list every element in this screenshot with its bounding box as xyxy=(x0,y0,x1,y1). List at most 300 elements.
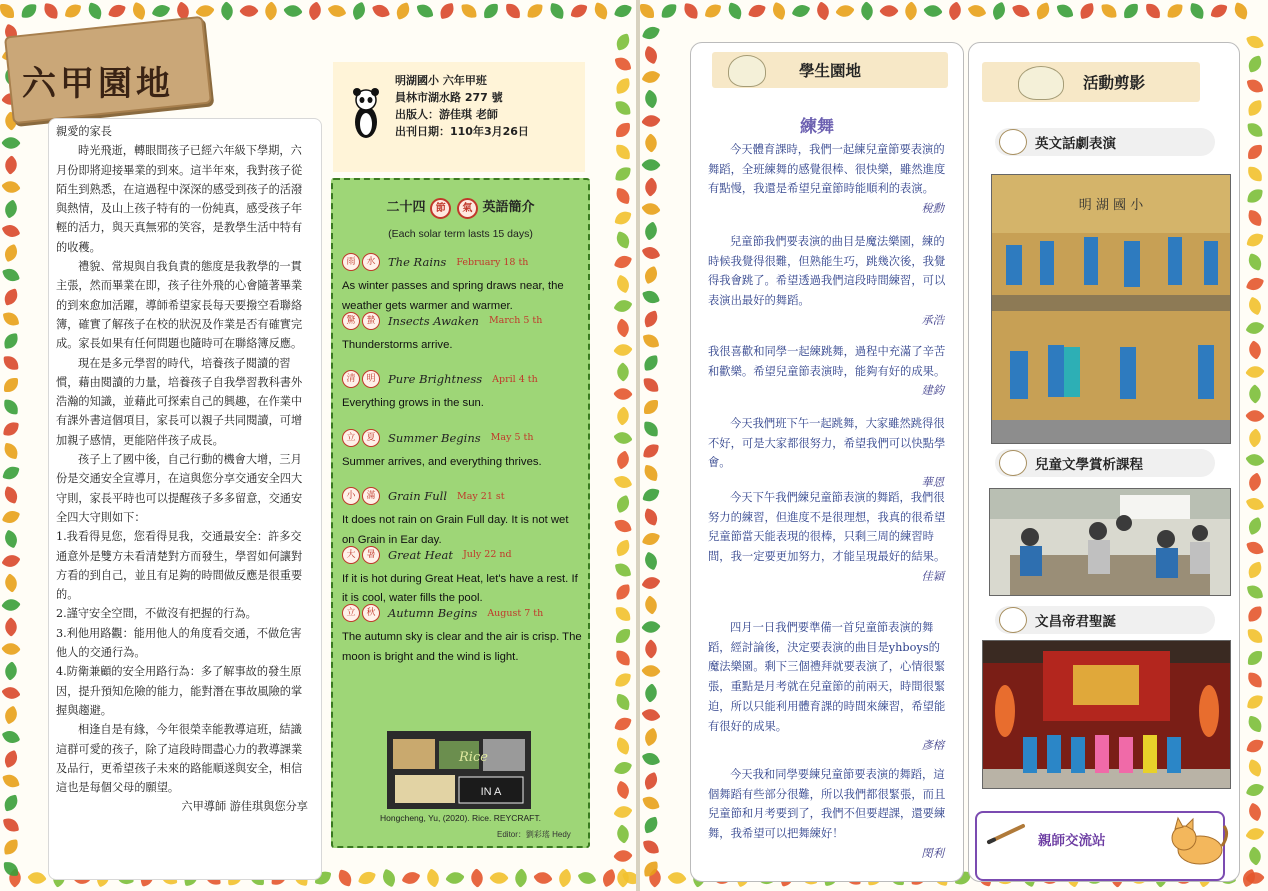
leaf-decoration xyxy=(2,750,20,768)
leaf-decoration xyxy=(467,868,487,888)
leaf-decoration xyxy=(1246,561,1263,578)
leaf-decoration xyxy=(641,661,661,681)
school-sign: 明 湖 國 小 xyxy=(1078,198,1144,213)
leaf-decoration xyxy=(22,4,37,19)
seal-stamp: 氣 xyxy=(457,198,478,219)
term-badge: 水 xyxy=(362,253,380,271)
entry-signature: 建鈞 xyxy=(921,384,944,398)
solar-terms-title xyxy=(333,196,588,219)
exchange-title: 親師交流站 xyxy=(1038,833,1106,849)
leaf-decoration xyxy=(990,2,1009,21)
leaf-decoration xyxy=(642,266,660,284)
leaf-decoration xyxy=(615,672,631,688)
leaf-decoration xyxy=(417,3,434,20)
leaf-decoration xyxy=(616,607,631,622)
leaf-decoration xyxy=(1232,2,1250,20)
leaf-decoration xyxy=(641,683,661,703)
term-badge: 立 xyxy=(342,429,360,447)
student-entry xyxy=(708,140,948,219)
leaf-decoration xyxy=(641,177,661,197)
entry-text: 兒童節我們要表演的曲目是魔法樂園，練的時候我覺得很難，但熟能生巧，跳幾次後，我覺得我會跳了。希望透過我們這段時間練習，可以表演出最好的舞蹈。 xyxy=(708,235,946,308)
solar-term-heading xyxy=(342,545,512,565)
entry-signature: 閔利 xyxy=(921,846,944,860)
solar-term-heading xyxy=(342,252,528,272)
subheading-english-drama xyxy=(995,128,1215,156)
leaf-decoration xyxy=(923,1,943,21)
leaf-decoration xyxy=(879,1,899,21)
leaf-decoration xyxy=(27,868,47,888)
solar-terms-subtitle: (Each solar term lasts 15 days) xyxy=(388,228,533,240)
leaf-decoration xyxy=(614,715,631,732)
leaf-decoration xyxy=(1246,275,1264,293)
leaf-decoration xyxy=(748,2,766,20)
leaf-decoration xyxy=(1245,384,1265,404)
masthead-publisher: 出版人：游佳琪 老師 xyxy=(395,108,498,121)
leaf-decoration xyxy=(614,517,632,535)
leaf-decoration xyxy=(614,737,632,755)
masthead-date: 出刊日期：110年3月26日 xyxy=(395,125,529,138)
leaf-decoration xyxy=(3,421,19,437)
leaf-decoration xyxy=(615,650,630,665)
leaf-decoration xyxy=(615,188,631,204)
leaf-decoration xyxy=(1034,2,1052,20)
leaf-decoration xyxy=(616,123,630,137)
term-date: February 18 th xyxy=(456,256,529,268)
leaf-decoration xyxy=(1248,651,1262,665)
leaf-decoration xyxy=(1247,78,1264,95)
leaf-decoration xyxy=(4,862,18,876)
leaf-decoration xyxy=(1247,672,1262,687)
leaf-decoration xyxy=(484,4,498,18)
leaf-decoration xyxy=(439,3,455,19)
leaf-decoration xyxy=(3,333,19,349)
mascot-icon xyxy=(728,55,766,87)
leaf-decoration xyxy=(614,539,631,556)
entry-signature: 佳穎 xyxy=(921,569,944,583)
leaf-decoration xyxy=(1247,606,1263,622)
leaf-decoration xyxy=(1246,55,1263,72)
leaf-decoration xyxy=(1246,759,1264,777)
leaf-decoration xyxy=(662,4,677,19)
leaf-decoration xyxy=(613,824,633,844)
leaf-decoration xyxy=(511,868,531,888)
leaf-decoration xyxy=(1248,167,1263,182)
leaf-decoration xyxy=(1245,428,1265,448)
leaf-decoration xyxy=(2,288,19,305)
letter-salutation: 親愛的家長 xyxy=(56,125,112,138)
student-header-label: 學生園地 xyxy=(798,62,861,80)
leaf-decoration xyxy=(901,1,921,21)
term-name: Insects Awaken xyxy=(388,313,479,328)
leaf-decoration xyxy=(616,629,630,643)
leaf-decoration xyxy=(1245,406,1265,426)
leaf-decoration xyxy=(1057,3,1074,20)
leaf-decoration xyxy=(641,727,660,746)
leaf-decoration xyxy=(1245,318,1264,337)
leaf-decoration xyxy=(641,705,660,724)
leaf-decoration xyxy=(613,318,632,337)
solar-term-heading xyxy=(342,486,505,506)
leaf-decoration xyxy=(642,288,660,306)
leaf-decoration xyxy=(945,1,964,20)
leaf-decoration xyxy=(641,199,661,219)
leaf-decoration xyxy=(1146,4,1160,18)
letter-paragraph: 孩子上了國中後，自己行動的機會大增，三月份是交通安全宣導月，在這與您分享交通安全四大守則，家長平時也可以提醒孩子多多留意，交通安全四大守則如下： xyxy=(56,453,303,524)
leaf-decoration xyxy=(1,551,20,570)
solar-term-heading xyxy=(342,428,533,448)
activity-header-label: 活動剪影 xyxy=(1082,74,1145,92)
leaf-decoration xyxy=(835,1,855,21)
term-name: Great Heat xyxy=(388,547,453,562)
title-part: 英語簡介 xyxy=(482,199,535,214)
leaf-decoration xyxy=(1248,145,1262,159)
leaf-decoration xyxy=(336,869,353,886)
leaf-decoration xyxy=(1246,517,1264,535)
term-badge: 大 xyxy=(342,546,360,564)
leaf-decoration xyxy=(2,244,20,262)
term-description: Summer arrives, and everything thrives. xyxy=(342,455,542,468)
leaf-decoration xyxy=(600,869,619,888)
leaf-decoration xyxy=(1124,4,1138,18)
leaf-decoration xyxy=(813,1,832,20)
leaf-decoration xyxy=(380,869,399,888)
seal-stamp: 節 xyxy=(430,198,451,219)
leaf-decoration xyxy=(1247,716,1264,733)
safety-rule: 4.防衛兼顧的安全用路行為：多了解事故的發生原因，提升預知危險的能力，能對潛在事故風險的掌握與趨避。 xyxy=(56,665,303,717)
leaf-decoration xyxy=(1246,231,1263,248)
leaf-decoration xyxy=(643,839,659,855)
leaf-decoration xyxy=(506,4,520,18)
leaf-decoration xyxy=(1245,362,1265,382)
term-description: If it is hot during Great Heat, let's have a rest. If it is cool, water fills the pool. xyxy=(342,572,578,604)
leaf-decoration xyxy=(130,2,148,20)
bear-icon xyxy=(999,129,1027,155)
subheading-label: 兒童文學賞析課程 xyxy=(1035,457,1143,473)
term-date: August 7 th xyxy=(487,607,544,619)
leaf-decoration xyxy=(615,78,631,94)
student-entry xyxy=(708,342,948,401)
leaf-decoration xyxy=(86,2,103,19)
leaf-decoration xyxy=(2,222,21,241)
leaf-decoration xyxy=(857,1,877,21)
leaf-decoration xyxy=(305,1,324,20)
leaf-decoration xyxy=(1245,802,1264,821)
leaf-decoration xyxy=(642,486,659,503)
entry-text: 今天我和同學要練兒童節要表演的舞蹈，這個舞蹈有些部分很難，所以我們都很緊張，而且兒童節和月考要到了，我們不但要趕課，還要練舞，我希望可以把舞練好！ xyxy=(708,768,946,841)
leaf-decoration xyxy=(4,356,19,371)
leaf-decoration xyxy=(614,209,631,226)
leaf-decoration xyxy=(2,530,21,549)
leaf-decoration xyxy=(642,24,660,42)
leaf-decoration xyxy=(614,33,631,50)
parent-letter xyxy=(56,122,308,817)
subheading-label: 文昌帝君聖誕 xyxy=(1035,614,1116,630)
leaf-decoration xyxy=(614,275,633,294)
term-badge: 雨 xyxy=(342,253,360,271)
svg-text:IN A: IN A xyxy=(480,786,502,798)
leaf-decoration xyxy=(1247,188,1263,204)
temple-photo xyxy=(982,640,1231,789)
letter-paragraph: 現在是多元學習的時代，培養孩子閱讀的習慣，藉由閱讀的力量，培養孩子自我學習教科書外浩瀚的知識，並藉此可探索自己的興趣，在作業中有課外書這個項目，家長可以親子共同閱讀，可增加親子感情，更能陪伴孩子成長。 xyxy=(56,356,303,447)
letter-paragraph: 時光飛逝，轉眼間孩子已經六年級下學期，六月份即將迎接畢業的到來。這半年來，我對孩子從陌生到熟悉，在這過程中深深的感受到孩子的活潑與熱情，及山上孩子特有的一份純真，感受孩子年輕的活力，與天真無邪的笑容，是教學生活中特有的收穫。 xyxy=(56,144,303,254)
entry-text: 我很喜歡和同學一起練跳舞，過程中充滿了辛苦和歡樂。希望兒童節表演時，能夠有好的成果。 xyxy=(708,345,946,378)
leaf-decoration xyxy=(613,450,632,469)
leaf-decoration xyxy=(555,868,574,887)
leaf-decoration xyxy=(1167,3,1182,18)
leaf-decoration xyxy=(1247,100,1263,116)
leaf-decoration xyxy=(461,3,476,18)
leaf-decoration xyxy=(43,3,59,19)
leaf-decoration xyxy=(1247,584,1263,600)
leaf-decoration xyxy=(1247,210,1263,226)
term-name: Grain Full xyxy=(388,489,448,503)
leaf-decoration xyxy=(1,595,21,615)
leaf-decoration xyxy=(1,705,20,724)
bear-icon xyxy=(999,607,1027,633)
entry-signature: 承浩 xyxy=(921,313,944,327)
leaf-decoration xyxy=(615,56,632,73)
leaf-decoration xyxy=(577,868,596,887)
leaf-decoration xyxy=(614,473,633,492)
leaf-decoration xyxy=(615,562,631,578)
leaf-decoration xyxy=(1246,33,1264,51)
term-description: Everything grows in the sun. xyxy=(342,397,484,409)
leaf-decoration xyxy=(644,422,659,437)
masthead-address: 員林市湖水路 277 號 xyxy=(395,91,503,104)
leaf-decoration xyxy=(613,780,632,799)
leaf-decoration xyxy=(571,3,588,20)
leaf-decoration xyxy=(667,868,687,888)
term-badge: 蟄 xyxy=(362,312,380,330)
term-date: May 5 th xyxy=(490,432,534,443)
leaf-decoration xyxy=(1,199,20,218)
leaf-decoration xyxy=(261,1,281,21)
leaf-decoration xyxy=(643,443,659,459)
leaf-decoration xyxy=(614,2,632,20)
leaf-decoration xyxy=(641,155,661,175)
leaf-decoration xyxy=(642,46,661,65)
leaf-decoration xyxy=(726,2,743,19)
leaf-decoration xyxy=(2,464,19,481)
leaf-decoration xyxy=(642,508,660,526)
leaf-decoration xyxy=(65,3,82,20)
leaf-decoration xyxy=(2,728,21,747)
leaf-decoration xyxy=(705,3,722,20)
leaf-decoration xyxy=(3,311,20,328)
leaf-decoration xyxy=(533,868,553,888)
leaf-decoration xyxy=(283,1,303,21)
term-badge: 清 xyxy=(342,370,360,388)
pencil-icon xyxy=(985,822,1029,846)
leaf-decoration xyxy=(3,795,20,812)
term-name: The Rains xyxy=(388,255,447,269)
bear-icon xyxy=(999,450,1027,476)
leaf-decoration xyxy=(1,573,21,593)
leaf-decoration xyxy=(613,296,632,315)
leaf-decoration xyxy=(1246,781,1265,800)
leaf-decoration xyxy=(644,400,658,414)
panda-icon xyxy=(346,88,386,140)
student-entry xyxy=(708,414,948,493)
entry-text: 今天下午我們練兒童節表演的舞蹈，我們很努力的練習，但進度不是很理想，我真的很希望兒童節當天能表現的很棒，只剩三周的練習時間，我一定要更加努力，才能呈現最好的結果。 xyxy=(708,491,946,564)
leaf-decoration xyxy=(152,2,171,21)
term-date: May 21 st xyxy=(457,490,505,502)
leaf-decoration xyxy=(642,310,659,327)
student-entry xyxy=(708,765,948,864)
leaf-decoration xyxy=(1,617,21,637)
letter-closing: 六甲導師 游佳琪與您分享 xyxy=(181,800,308,814)
subheading-label: 英文話劇表演 xyxy=(1035,136,1116,152)
leaf-decoration xyxy=(217,1,237,21)
leaf-decoration xyxy=(967,1,986,20)
leaf-decoration xyxy=(3,817,19,833)
leaf-decoration xyxy=(613,384,633,404)
entry-signature: 彥榕 xyxy=(921,739,944,753)
cat-icon xyxy=(1166,814,1230,870)
leaf-decoration xyxy=(423,868,442,887)
newsletter-title: 六甲園地 xyxy=(22,64,174,104)
leaf-decoration xyxy=(401,868,420,887)
leaf-decoration xyxy=(641,639,661,659)
leaf-decoration xyxy=(1,639,21,659)
entry-signature: 華恩 xyxy=(921,476,944,490)
leaf-decoration xyxy=(616,145,631,160)
leaf-decoration xyxy=(643,333,660,350)
leaf-decoration xyxy=(1247,122,1262,137)
term-name: Pure Brightness xyxy=(388,372,483,386)
safety-rule: 1.我看得見您，您看得見我，交通最安全：許多交通意外是雙方未看清楚對方而發生，學習如何讓對方看的到自己，並且有足夠的時間做反應是很重要的。 xyxy=(56,530,303,602)
leaf-decoration xyxy=(1,155,21,175)
leaf-decoration xyxy=(1079,3,1095,19)
entry-text: 今天體育課時，我們一起練兒童節要表演的舞蹈，全班練舞的感覺很棒、很快樂，雖然進度有點慢，我還是希望兒童節時能順利的表演。 xyxy=(708,143,946,196)
term-badge: 驚 xyxy=(342,312,360,330)
leaf-decoration xyxy=(641,89,660,108)
leaf-decoration xyxy=(1245,340,1264,359)
leaf-decoration xyxy=(613,802,632,821)
leaf-decoration xyxy=(527,3,542,18)
leaf-decoration xyxy=(614,495,632,513)
term-description: It does not rain on Grain Full day. It is not wet on Grain in Ear day. xyxy=(342,514,569,546)
leaf-decoration xyxy=(0,4,14,18)
leaf-decoration xyxy=(641,617,661,637)
leaf-decoration xyxy=(358,869,376,887)
svg-text:Rice: Rice xyxy=(459,750,488,765)
leaf-decoration xyxy=(549,3,565,19)
leaf-decoration xyxy=(445,868,465,888)
leaf-decoration xyxy=(641,111,661,131)
leaf-decoration xyxy=(613,428,632,447)
term-badge: 立 xyxy=(342,604,360,622)
leaf-decoration xyxy=(792,2,811,21)
student-entry xyxy=(708,488,948,587)
leaf-decoration xyxy=(1189,3,1205,19)
leaf-decoration xyxy=(641,595,661,615)
leaf-decoration xyxy=(615,694,632,711)
leaf-decoration xyxy=(1,683,20,702)
term-name: Summer Begins xyxy=(388,430,481,445)
term-badge: 暑 xyxy=(362,546,380,564)
term-description: As winter passes and spring draws near, the weather gets warmer and warmer. xyxy=(342,280,564,312)
rice-book-photo xyxy=(387,731,531,809)
leaf-decoration xyxy=(1246,297,1265,316)
literature-photo xyxy=(989,488,1231,596)
leaf-decoration xyxy=(1,177,21,197)
term-description: Thunderstorms arrive. xyxy=(342,338,453,351)
leaf-decoration xyxy=(615,100,630,115)
leaf-decoration xyxy=(489,868,509,888)
leaf-decoration xyxy=(614,759,633,778)
leaf-decoration xyxy=(2,772,20,790)
drama-photo xyxy=(991,174,1231,444)
leaf-decoration xyxy=(640,4,654,18)
leaf-decoration xyxy=(641,221,660,240)
leaf-decoration xyxy=(683,3,699,19)
leaf-decoration xyxy=(642,750,661,769)
solar-term-heading xyxy=(342,311,542,331)
leaf-decoration xyxy=(239,1,259,21)
leaf-decoration xyxy=(394,2,412,20)
leaf-decoration xyxy=(3,443,20,460)
title-part: 二十四 xyxy=(386,199,426,214)
leaf-decoration xyxy=(1012,2,1030,20)
leaf-decoration xyxy=(1245,846,1265,866)
leaf-decoration xyxy=(613,846,633,866)
term-badge: 秋 xyxy=(362,604,380,622)
leaf-decoration xyxy=(108,2,126,20)
term-badge: 滿 xyxy=(362,487,380,505)
leaf-decoration xyxy=(615,584,631,600)
term-date: April 4 th xyxy=(492,373,538,385)
leaf-decoration xyxy=(1246,253,1264,271)
entry-text: 今天我們班下午一起跳舞，大家雖然跳得很不好，可是大家都很努力，希望我們可以快點學會。 xyxy=(708,417,946,470)
student-entry xyxy=(708,232,948,331)
leaf-decoration xyxy=(1,133,21,153)
term-date: July 22 nd xyxy=(462,549,512,560)
leaf-decoration xyxy=(642,794,660,812)
leaf-decoration xyxy=(4,378,18,392)
leaf-decoration xyxy=(1246,495,1265,514)
leaf-decoration xyxy=(350,2,369,21)
leaf-decoration xyxy=(644,378,659,393)
leaf-decoration xyxy=(1247,694,1263,710)
subheading-literature xyxy=(995,449,1215,477)
mascot-group-icon xyxy=(1018,66,1064,100)
leaf-decoration xyxy=(641,133,661,153)
leaf-decoration xyxy=(641,67,660,86)
leaf-decoration xyxy=(642,772,660,790)
leaf-decoration xyxy=(327,1,346,20)
term-description: The autumn sky is clear and the air is crisp. The moon is bright and the wind is light. xyxy=(342,631,582,663)
leaf-decoration xyxy=(2,508,20,526)
leaf-decoration xyxy=(1211,3,1228,20)
term-badge: 小 xyxy=(342,487,360,505)
leaf-decoration xyxy=(642,244,661,263)
leaf-decoration xyxy=(1246,539,1264,557)
leaf-decoration xyxy=(1248,629,1263,644)
leaf-decoration xyxy=(2,266,20,284)
leaf-decoration xyxy=(614,253,632,271)
masthead-class: 明湖國小 六年甲班 xyxy=(395,74,487,87)
student-entry xyxy=(708,618,948,756)
term-badge: 夏 xyxy=(362,429,380,447)
leaf-decoration xyxy=(614,231,632,249)
leaf-decoration xyxy=(3,839,18,854)
leaf-decoration xyxy=(613,362,633,382)
leaf-decoration xyxy=(592,2,610,20)
leaf-decoration xyxy=(4,400,19,415)
leaf-decoration xyxy=(1,661,21,681)
leaf-decoration xyxy=(643,817,660,834)
